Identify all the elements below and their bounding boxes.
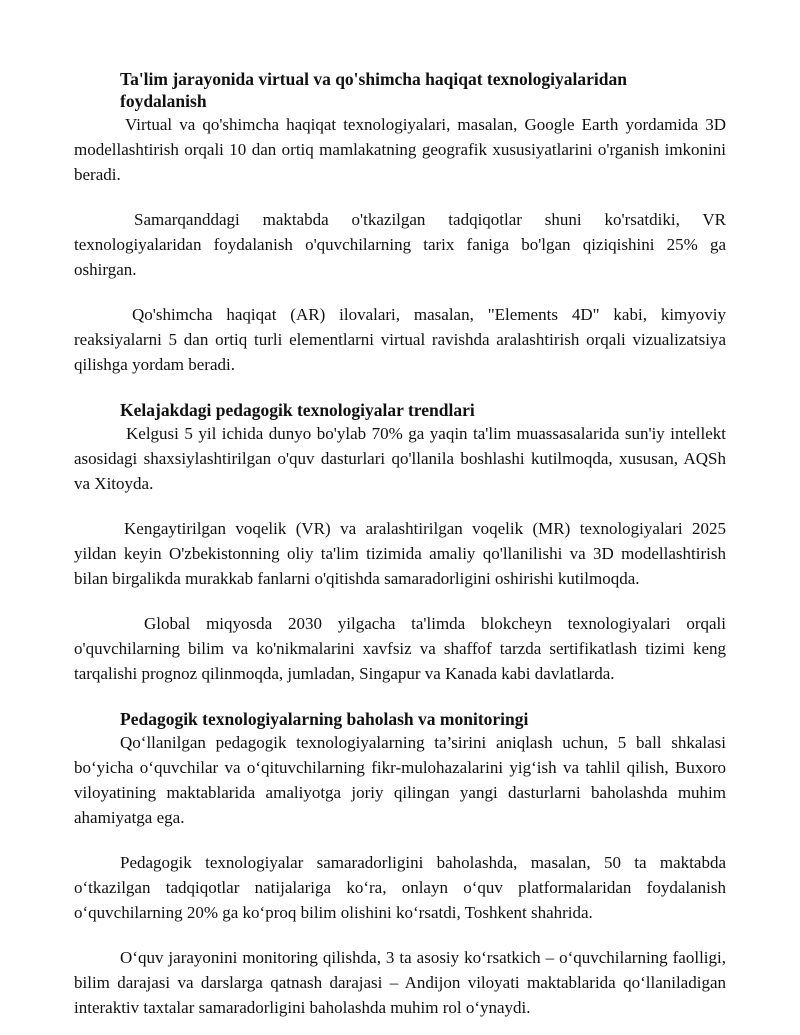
paragraph: Qo‘llanilgan pedagogik texnologiyalarning ta’sirini aniqlash uchun, 5 ball shkalasi bo‘yicha o‘quvchilar va o‘qituvchilarning fikr-mulohazalarini yig‘ish va tahlil qilish, Buxoro viloyatining maktablarida amaliyotga joriy qilingan yangi dasturlarni baholashda muhim ahamiyatga ega. xyxy=(74,733,726,827)
section-heading: Ta'lim jarayonida virtual va qo'shimcha haqiqat texnologiyalaridan foydalanish xyxy=(120,69,627,111)
section-future-trends xyxy=(74,399,726,686)
section-heading: Pedagogik texnologiyalarning baholash va monitoringi xyxy=(120,709,529,729)
paragraph: O‘quv jarayonini monitoring qilishda, 3 ta asosiy ko‘rsatkich – o‘quvchilarning faolligi, bilim darajasi va darslarga qatnash darajasi – Andijon viloyati maktablarida qo‘llaniladigan interaktiv taxtalar samaradorligini baholashda muhim rol o‘ynaydi. xyxy=(74,948,726,1017)
section-vr-ar xyxy=(74,68,726,377)
paragraph: Kelgusi 5 yil ichida dunyo bo'ylab 70% ga yaqin ta'lim muassasalarida sun'iy intellekt asosidagi shaxsiylashtirilgan o'quv dasturlari qo'llanila boshlashi kutilmoqda, xususan, AQSh va Xitoyda. xyxy=(74,424,726,493)
section-heading: Kelajakdagi pedagogik texnologiyalar trendlari xyxy=(120,400,475,420)
paragraph: Virtual va qo'shimcha haqiqat texnologiyalari, masalan, Google Earth yordamida 3D modellashtirish orqali 10 dan ortiq mamlakatning geografik xususiyatlarini o'rganish imkonini beradi. xyxy=(74,115,726,184)
section-assessment-monitoring xyxy=(74,708,726,1020)
paragraph: Kengaytirilgan voqelik (VR) va aralashtirilgan voqelik (MR) texnologiyalari 2025 yildan keyin O'zbekistonning oliy ta'lim tizimida amaliy qo'llanilishi va 3D modellashtirish bilan birgalikda murakkab fanlarni o'qitishda samaradorligini oshirishi kutilmoqda. xyxy=(74,519,726,588)
paragraph: Pedagogik texnologiyalar samaradorligini baholashda, masalan, 50 ta maktabda o‘tkazilgan tadqiqotlar natijalariga ko‘ra, onlayn o‘quv platformalaridan foydalanish o‘quvchilarning 20% ga ko‘proq bilim olishini ko‘rsatdi, Toshkent shahrida. xyxy=(74,853,726,922)
paragraph: Samarqanddagi maktabda o'tkazilgan tadqiqotlar shuni ko'rsatdiki, VR texnologiyalaridan foydalanish o'quvchilarning tarix faniga bo'lgan qiziqishini 25% ga oshirgan. xyxy=(74,210,726,279)
paragraph: Qo'shimcha haqiqat (AR) ilovalari, masalan, "Elements 4D" kabi, kimyoviy reaksiyalarni 5 dan ortiq turli elementlarni virtual ravishda aralashtirish orqali vizualizatsiya qilishga yordam beradi. xyxy=(74,305,726,374)
paragraph: Global miqyosda 2030 yilgacha ta'limda blokcheyn texnologiyalari orqali o'quvchilarning bilim va ko'nikmalarini xavfsiz va shaffof tarzda sertifikatlash tizimi keng tarqalishi prognoz qilinmoqda, jumladan, Singapur va Kanada kabi davlatlarda. xyxy=(74,614,726,683)
